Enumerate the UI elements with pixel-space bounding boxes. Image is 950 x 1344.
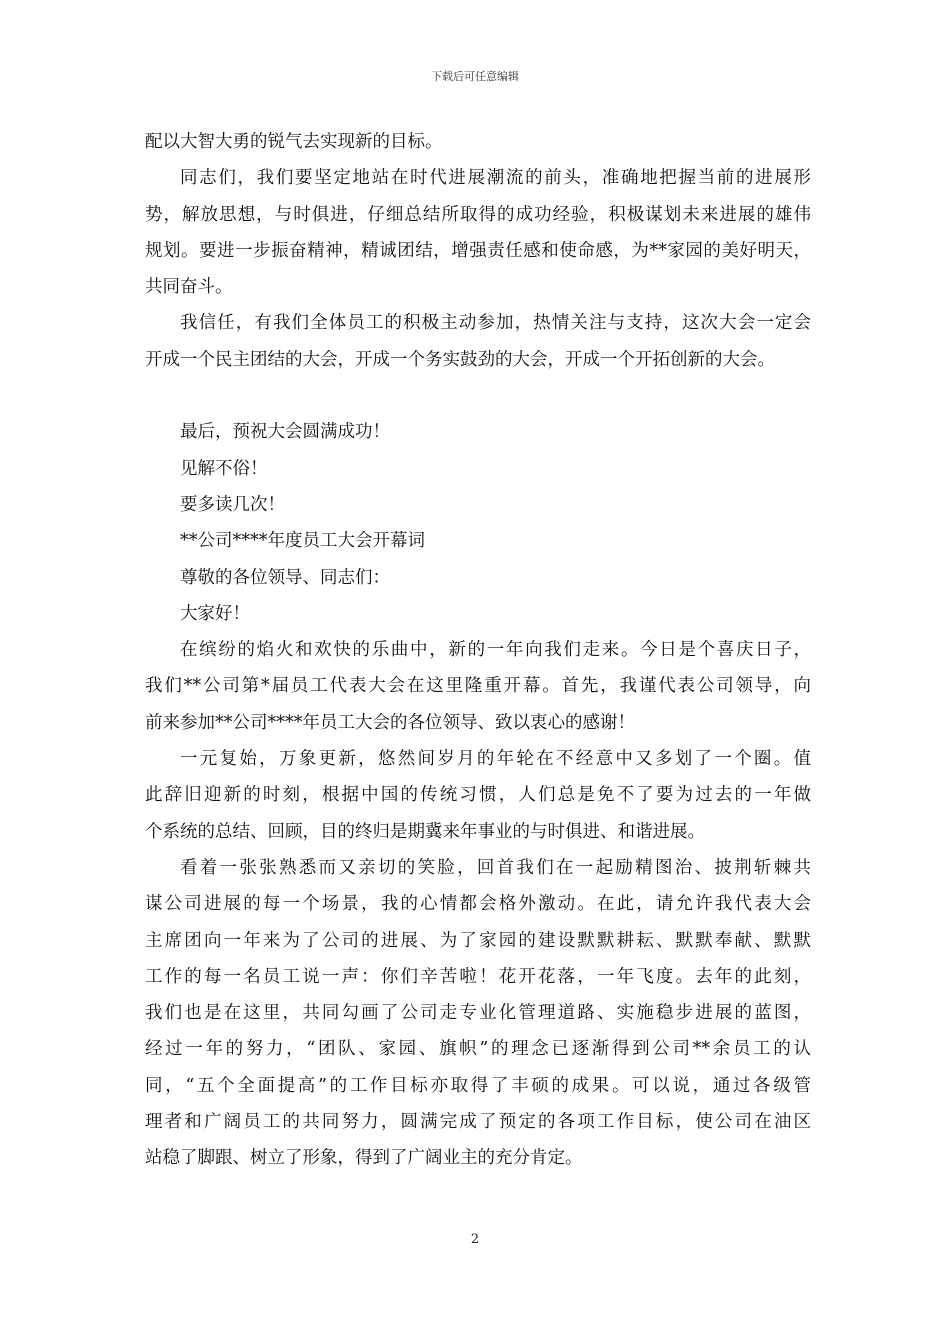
paragraph (145, 414, 811, 450)
paragraph (145, 850, 811, 1177)
salutation (145, 560, 811, 596)
text-line: 我们也是在这里，共同勾画了公司走专业化管理道路、实施稳步进展的蓝图， (145, 1003, 811, 1024)
text-line: 同，“五个全面提高”的工作目标亦取得了丰硕的成果。可以说，通过各级管 (145, 1075, 811, 1096)
paragraph (145, 160, 811, 305)
text-line: 共同奋斗。 (145, 277, 233, 298)
text-line: 经过一年的努力，“团队、家园、旗帜”的理念已逐渐得到公司**余员工的认 (145, 1039, 811, 1060)
document-title (145, 523, 811, 559)
paragraph (145, 487, 811, 523)
page-number: 2 (470, 1232, 480, 1247)
paragraph (145, 632, 811, 741)
text-line: 前来参加**公司****年员工大会的各位领导、致以衷心的感谢！ (145, 712, 635, 733)
text-line: 要多读几次！ (180, 494, 285, 515)
text-line: 我们**公司第*届员工代表大会在这里隆重开幕。首先，我谨代表公司领导，向 (145, 676, 811, 697)
blank-line (145, 378, 811, 414)
text-line: 工作的每一名员工说一声：你们辛苦啦！花开花落，一年飞度。去年的此刻， (145, 966, 811, 987)
text-line: 谋公司进展的每一个场景，我的心情都会格外激动。在此，请允许我代表大会 (145, 894, 811, 915)
page-header-note: 下载后可任意编辑 (431, 70, 519, 83)
text-line: 配以大智大勇的锐气去实现新的目标。 (145, 132, 443, 152)
text-line: 此辞旧迎新的时刻，根据中国的传统习惯，人们总是免不了要为过去的一年做 (145, 785, 811, 806)
text-line: 我信任，有我们全体员工的积极主动参加，热情关注与支持，这次大会一定会 (180, 313, 811, 334)
greeting (145, 596, 811, 632)
text-line: **公司****年度员工大会开幕词 (180, 531, 425, 552)
text-line: 主席团向一年来为了公司的进展、为了家园的建设默默耕耘、默默奉献、默默 (145, 930, 811, 951)
text-line: 在缤纷的焰火和欢快的乐曲中，新的一年向我们走来。今日是个喜庆日子， (180, 640, 811, 661)
text-line: 个系统的总结、回顾，目的终归是期冀来年事业的与时俱进、和谐进展。 (145, 821, 705, 842)
text-line: 同志们，我们要坚定地站在时代进展潮流的前头，准确地把握当前的进展形 (180, 168, 811, 189)
text-line: 尊敬的各位领导、同志们： (180, 567, 390, 588)
text-line: 站稳了脚跟、树立了形象，得到了广阔业主的充分肯定。 (145, 1148, 583, 1169)
text-line: 规划。要进一步振奋精神，精诚团结，增强责任感和使命感，为**家园的美好明天， (145, 240, 811, 261)
text-line: 大家好！ (180, 603, 250, 624)
text-line: 一元复始，万象更新，悠然间岁月的年轮在不经意中又多划了一个圈。值 (180, 749, 811, 770)
text-line: 势，解放思想，与时俱进，仔细总结所取得的成功经验，积极谋划未来进展的雄伟 (145, 204, 811, 225)
paragraph (145, 124, 811, 160)
text-line: 最后，预祝大会圆满成功！ (180, 422, 390, 443)
text-line: 看着一张张熟悉而又亲切的笑脸，回首我们在一起励精图治、披荆斩棘共 (180, 857, 811, 878)
text-line: 开成一个民主团结的大会，开成一个务实鼓劲的大会，开成一个开拓创新的大会。 (145, 349, 775, 370)
paragraph (145, 451, 811, 487)
document-body (145, 124, 811, 1177)
paragraph (145, 305, 811, 378)
text-line: 理者和广阔员工的共同努力，圆满完成了预定的各项工作目标，使公司在油区 (145, 1112, 811, 1133)
text-line: 见解不俗！ (180, 458, 268, 479)
paragraph (145, 741, 811, 850)
